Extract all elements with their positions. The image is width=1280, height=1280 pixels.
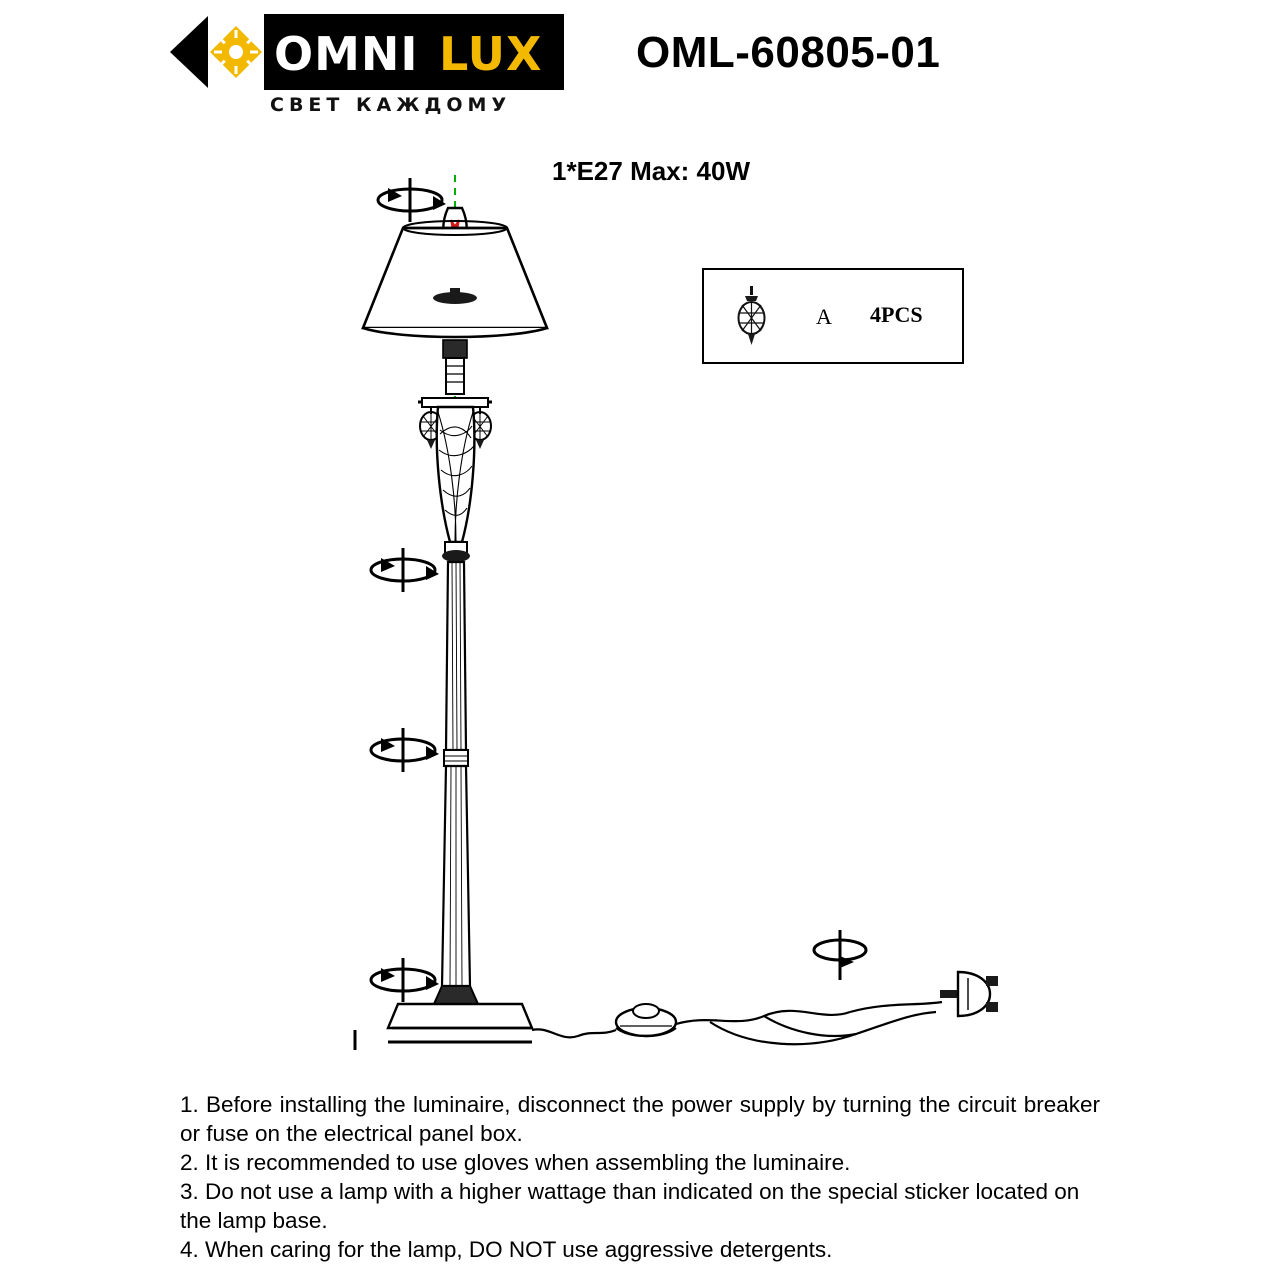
pole-lower-section [442, 766, 470, 986]
instructions-list [180, 1090, 1100, 1264]
instruction-item-4: 4. When caring for the lamp, DO NOT use aggressive detergents. [180, 1237, 833, 1262]
crystal-basket-body [418, 398, 492, 562]
base-plate [355, 986, 532, 1050]
omnilux-arrow-sun-logo-icon [168, 14, 264, 90]
part-quantity: 4PCS [870, 302, 923, 327]
lamp-socket-neck [443, 340, 467, 394]
model-code: OML-60805-01 [636, 28, 941, 77]
lamp-shade [363, 221, 547, 337]
instruction-item-2: 2. It is recommended to use gloves when assembling the luminaire. [180, 1150, 851, 1175]
rotate-marker-lower-pole [371, 958, 439, 1002]
power-cord [676, 1002, 942, 1044]
foot-switch [616, 1004, 676, 1036]
page-header [0, 0, 1280, 120]
power-cord-base-segment [532, 1029, 616, 1037]
rotate-marker-mid-pole [371, 728, 439, 772]
instruction-item-3: 3. Do not use a lamp with a higher wattage than indicated on the special sticker located on the lamp base. [180, 1179, 1080, 1233]
lamp-spec-label: 1*E27 Max: 40W [552, 156, 750, 186]
brand-tagline: СВЕТ КАЖДОМУ [270, 94, 512, 116]
floor-lamp-assembly-diagram [150, 150, 1130, 1080]
brand-wordmark [264, 14, 564, 90]
rotate-marker-upper-pole [371, 548, 439, 592]
brand-logo [168, 14, 588, 116]
rotate-marker-shade [378, 178, 446, 222]
power-plug [940, 972, 998, 1016]
brand-word-omni: OMNI [274, 27, 419, 81]
pole-upper-section [444, 562, 468, 766]
instruction-item-1: 1. Before installing the luminaire, disconnect the power supply by turning the circuit breaker or fuse on the electrical panel box. [180, 1092, 1100, 1146]
brand-word-lux: LUX [439, 27, 543, 81]
part-label: A [816, 304, 832, 329]
cord-tie-marker [814, 930, 866, 980]
